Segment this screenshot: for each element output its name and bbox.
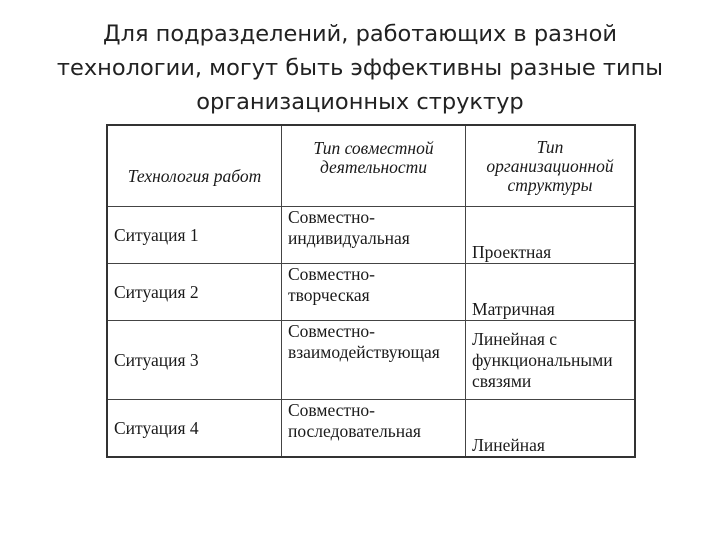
structure-table xyxy=(106,124,636,458)
header-technology xyxy=(107,125,281,207)
situation-cell: Ситуация 3 xyxy=(107,321,281,400)
table-row xyxy=(107,321,635,400)
structure-cell: Матричная xyxy=(466,264,635,321)
table-row xyxy=(107,264,635,321)
header-technology-label: Технология работ xyxy=(127,165,262,186)
slide-title xyxy=(30,17,690,119)
table-row xyxy=(107,207,635,264)
structure-cell: Линейная с функциональными связями xyxy=(466,321,635,400)
table-header-row xyxy=(107,125,635,207)
title-line-3: организационных структур xyxy=(196,89,524,115)
situation-cell: Ситуация 2 xyxy=(107,264,281,321)
structure-cell: Линейная xyxy=(466,400,635,458)
activity-cell: Совместно- взаимодействующая xyxy=(281,321,465,400)
activity-cell: Совместно- индивидуальная xyxy=(281,207,465,264)
situation-cell: Ситуация 4 xyxy=(107,400,281,458)
title-line-2: технологии, могут быть эффективны разные типы xyxy=(56,55,664,81)
title-line-1: Для подразделений, работающих в разной xyxy=(103,21,617,47)
header-structure-type xyxy=(466,125,635,207)
header-activity-label: Тип совместной деятельности xyxy=(313,138,434,177)
activity-cell: Совместно- творческая xyxy=(281,264,465,321)
header-activity-type xyxy=(281,125,465,207)
structure-cell: Проектная xyxy=(466,207,635,264)
situation-cell: Ситуация 1 xyxy=(107,207,281,264)
header-structure-label: Тип организационной структуры xyxy=(486,136,614,195)
table-row xyxy=(107,400,635,458)
activity-cell: Совместно- последовательная xyxy=(281,400,465,458)
